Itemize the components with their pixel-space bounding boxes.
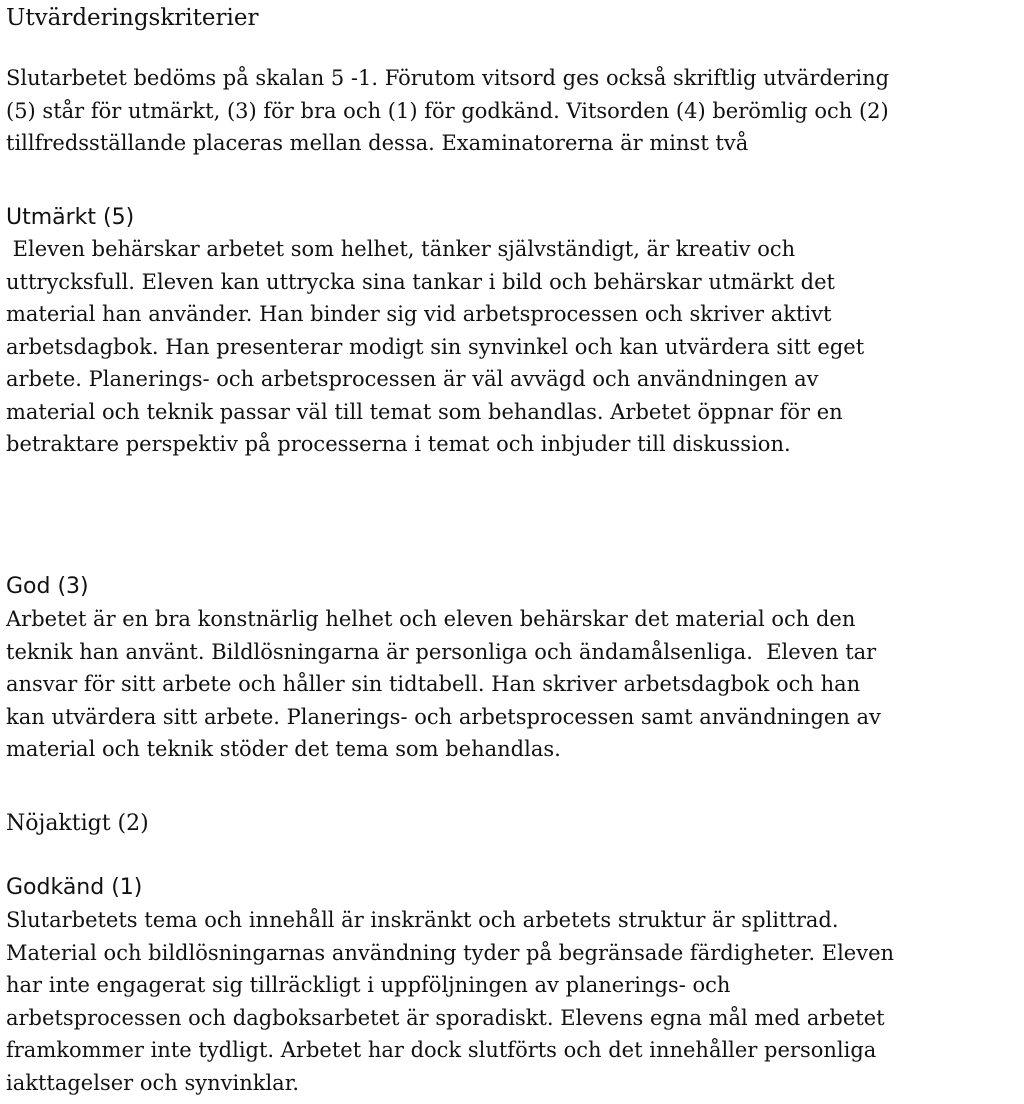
text-line: Arbetet är en bra konstnärlig helhet och eleven behärskar det material och den [6,607,856,631]
intro-paragraph [6,62,889,160]
text-line: arbetsdagbok. Han presenterar modigt sin synvinkel och kan utvärdera sitt eget [6,334,865,359]
section-title-utmarkt: Utmärkt (5) [6,205,135,230]
text-line: material och teknik stöder det tema som behandlas. [6,737,561,761]
text-line: betraktare perspektiv på processerna i temat och inbjuder till diskussion. [6,432,791,456]
text-line: tillfredsställande placeras mellan dessa. Examinatorerna är minst två [6,131,749,155]
text-line: iakttagelser och synvinklar. [6,1070,300,1095]
section-body-godkand [6,904,894,1099]
text-line: arbetsprocessen och dagboksarbetet är sporadiskt. Elevens egna mål med arbetet [6,1005,885,1030]
text-line: uttrycksfull. Eleven kan uttrycka sina tankar i bild och behärskar utmärkt det [6,269,835,294]
document-title: Utvärderingskriterier [6,5,259,31]
text-line: har inte engagerat sig tillräckligt i uppföljningen av planerings- och [6,973,731,997]
text-line: Slutarbetet bedöms på skalan 5 -1. Förutom vitsord ges också skriftlig utvärdering [6,66,890,90]
text-line: material och teknik passar väl till temat som behandlas. Arbetet öppnar för en [6,399,843,424]
section-body-utmarkt [6,233,864,461]
text-line: Eleven behärskar arbetet som helhet, tänker självständigt, är kreativ och [6,237,796,261]
text-line: kan utvärdera sitt arbete. Planerings- och arbetsprocessen samt användningen av [6,704,881,729]
text-line: Slutarbetets tema och innehåll är inskränkt och arbetets struktur är splittrad. [6,908,839,932]
section-title-god: God (3) [6,574,89,599]
text-line: (5) står för utmärkt, (3) för bra och (1) för godkänd. Vitsorden (4) berömlig och (2) [6,98,889,123]
section-title-godkand: Godkänd (1) [6,875,143,900]
text-line: ansvar för sitt arbete och håller sin tidtabell. Han skriver arbetsdagbok och han [6,672,861,696]
text-line: framkommer inte tydligt. Arbetet har dock slutförts och det innehåller personliga [6,1038,877,1062]
text-line: material han använder. Han binder sig vid arbetsprocessen och skriver aktivt [6,302,832,326]
section-title-nojaktigt: Nöjaktigt (2) [6,811,149,836]
text-line: teknik han använt. Bildlösningarna är personliga och ändamålsenliga. Eleven tar [6,639,877,664]
text-line: arbete. Planerings- och arbetsprocessen är väl avvägd och användningen av [6,367,819,391]
section-body-god [6,603,881,766]
text-line: Material och bildlösningarnas användning tyder på begränsade färdigheter. Eleven [6,940,895,965]
